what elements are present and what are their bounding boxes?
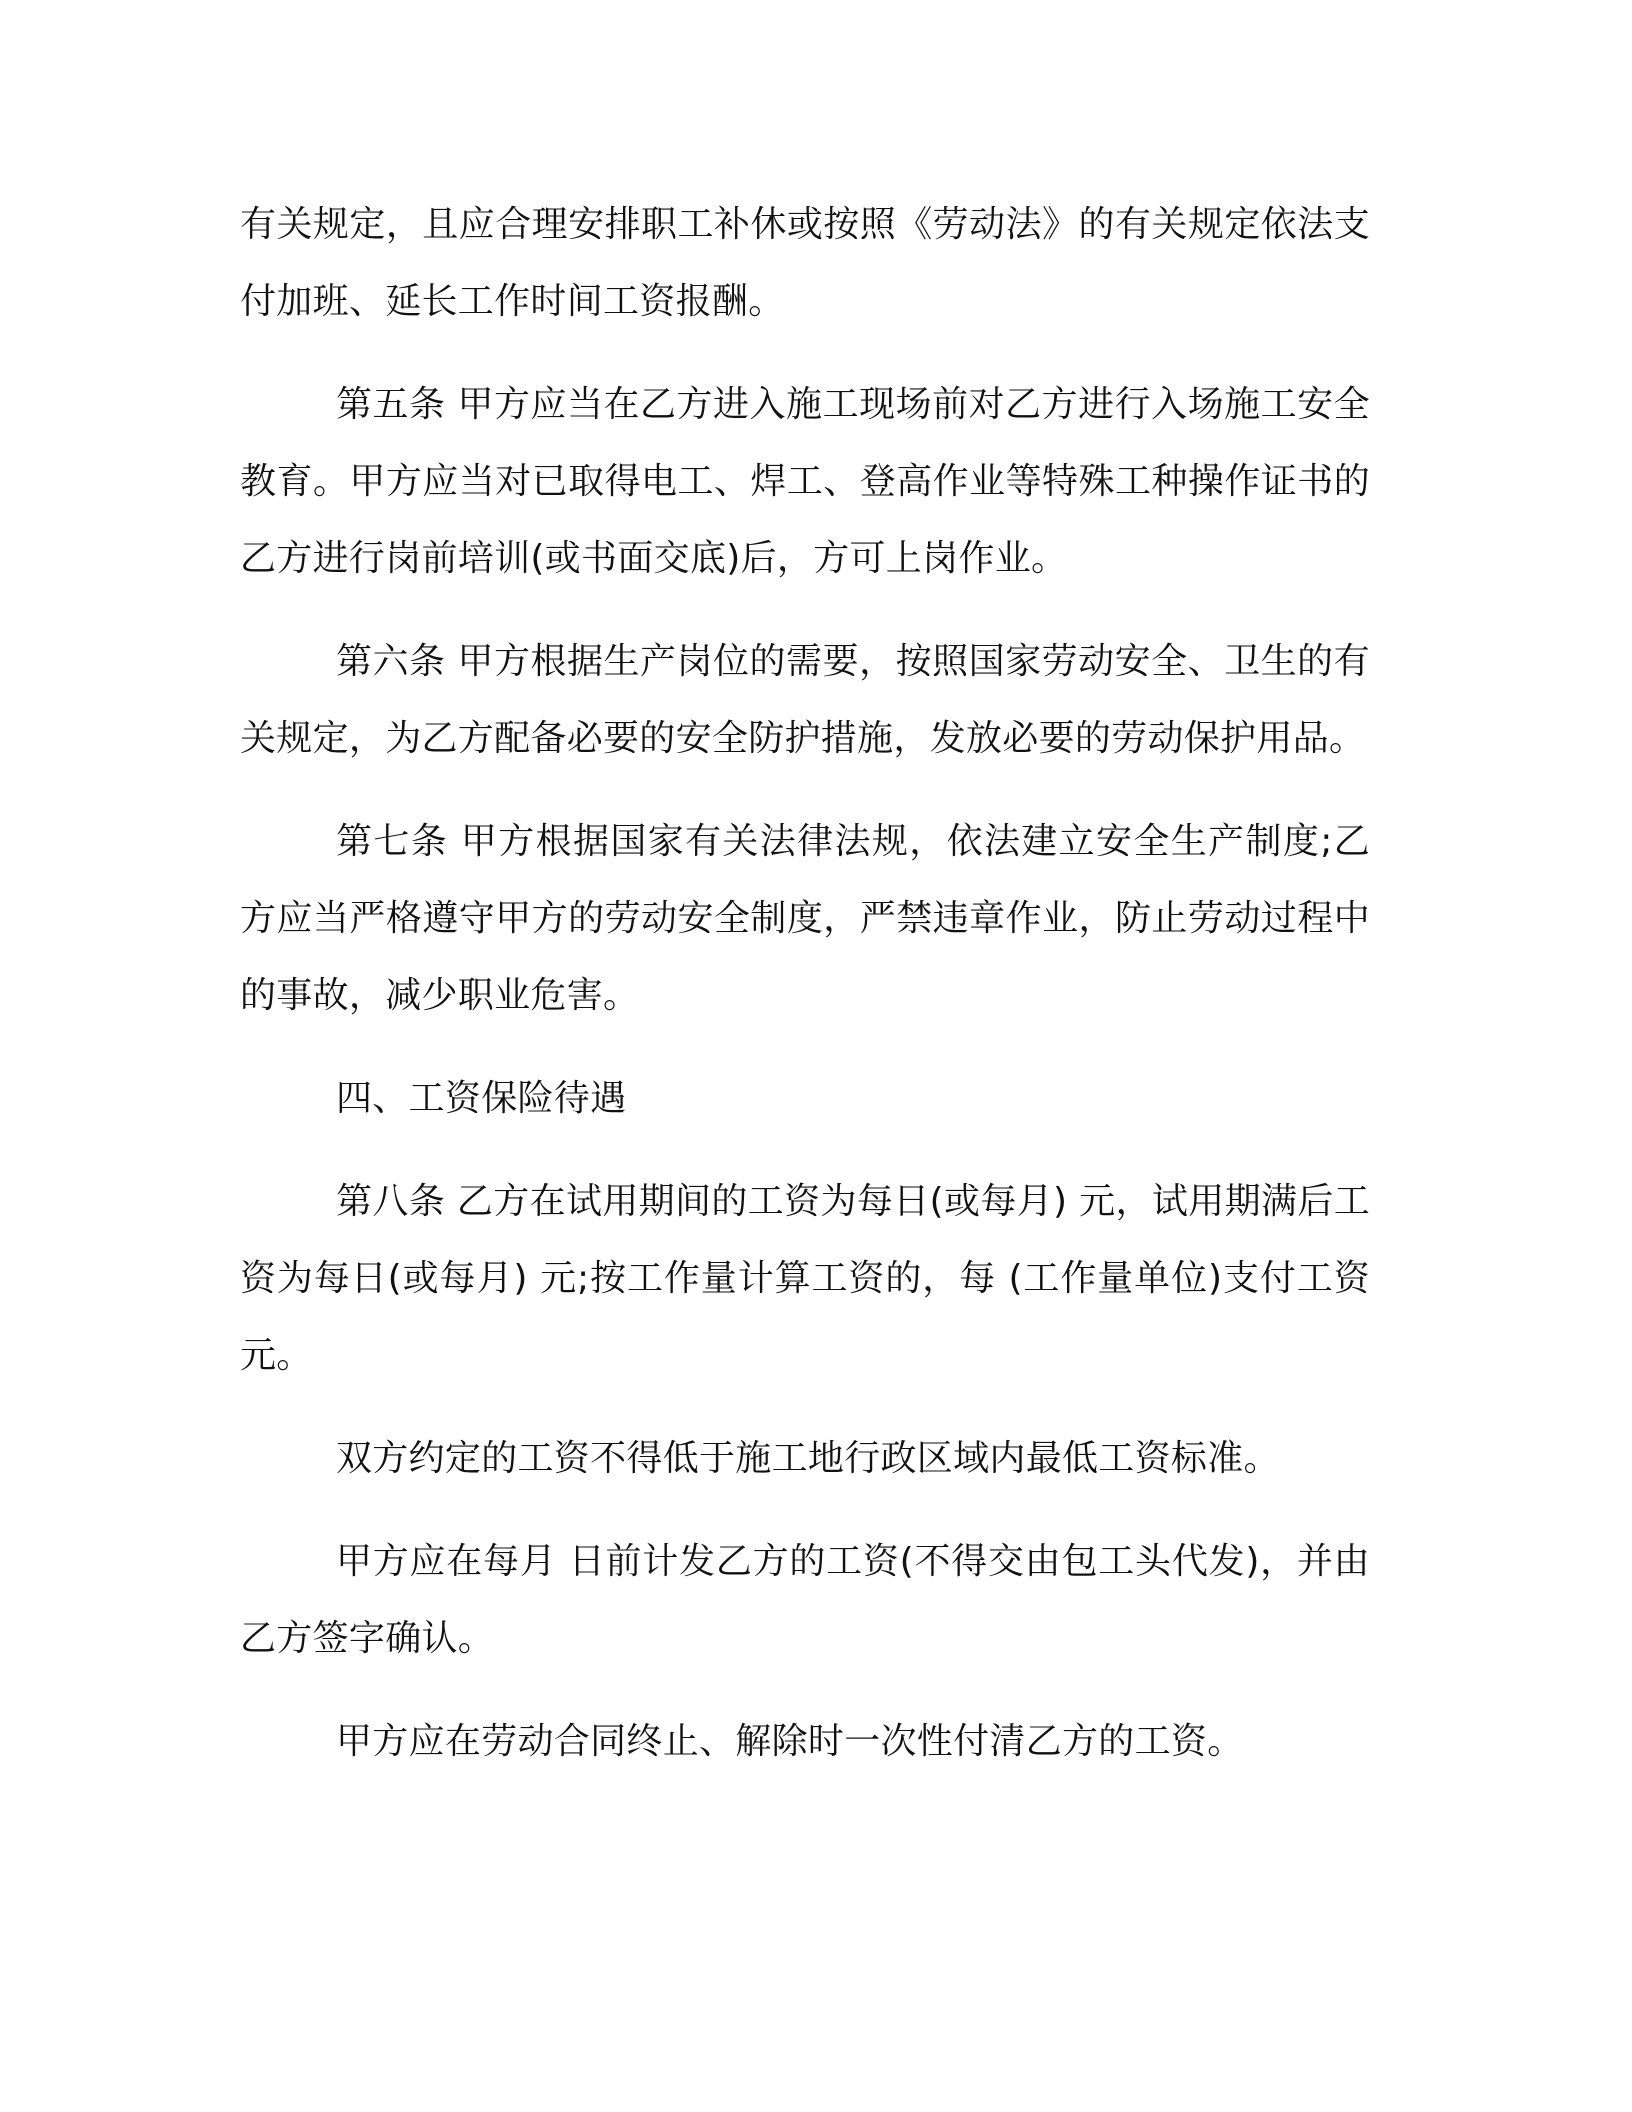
paragraph-article-5: 第五条 甲方应当在乙方进入施工现场前对乙方进行入场施工安全教育。甲方应当对已取得电工、焊工、登高作业等特殊工种操作证书的乙方进行岗前培训(或书面交底)后，方可上岗作业。 — [240, 384, 1370, 579]
paragraph-continuation: 有关规定，且应合理安排职工补休或按照《劳动法》的有关规定依法支付加班、延长工作时间工资报酬。 — [240, 204, 1370, 322]
paragraph-article-8: 第八条 乙方在试用期间的工资为每日(或每月) 元，试用期满后工资为每日(或每月) 元;按工作量计算工资的，每 (工作量单位)支付工资 元。 — [240, 1181, 1370, 1376]
document-body — [240, 186, 1370, 1780]
paragraph-termination-pay: 甲方应在劳动合同终止、解除时一次性付清乙方的工资。 — [336, 1721, 1244, 1762]
section-heading-wages-insurance: 四、工资保险待遇 — [336, 1078, 627, 1119]
paragraph-article-7: 第七条 甲方根据国家有关法律法规，依法建立安全生产制度;乙方应当严格遵守甲方的劳动安全制度，严禁违章作业，防止劳动过程中的事故，减少职业危害。 — [240, 821, 1370, 1016]
paragraph-minimum-wage: 双方约定的工资不得低于施工地行政区域内最低工资标准。 — [336, 1438, 1280, 1479]
paragraph-article-6: 第六条 甲方根据生产岗位的需要，按照国家劳动安全、卫生的有关规定，为乙方配备必要的安全防护措施，发放必要的劳动保护用品。 — [240, 641, 1370, 759]
paragraph-payday: 甲方应在每月 日前计发乙方的工资(不得交由包工头代发)，并由乙方签字确认。 — [240, 1541, 1370, 1659]
